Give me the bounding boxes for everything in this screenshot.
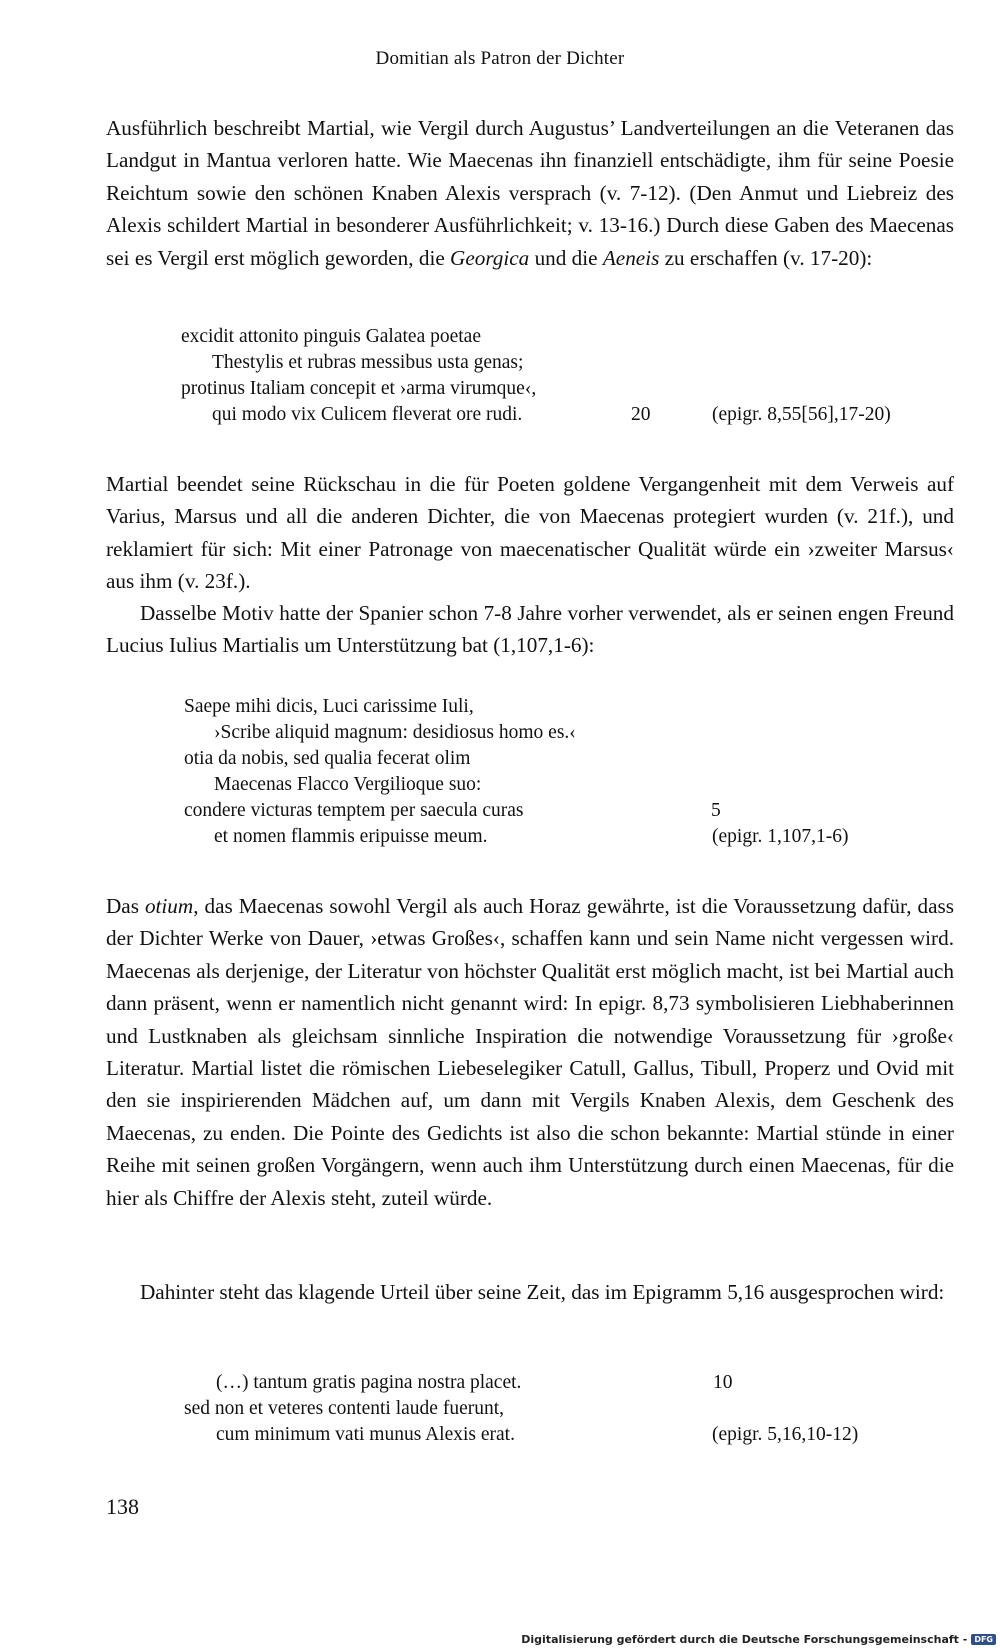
- italic-title: otium: [144, 894, 194, 918]
- verse-line: excidit attonito pinguis Galatea poetae: [181, 326, 481, 347]
- text-run: Das: [106, 894, 145, 918]
- paragraph-3: Dasselbe Motiv hatte der Spanier schon 7-8 Jahre vorher verwendet, als er seinen engen Freund Lucius Iulius Martialis um Unterstützung bat (1,107,1-6):: [106, 601, 954, 658]
- verse-line: Saepe mihi dicis, Luci carissime Iuli,: [184, 696, 474, 717]
- verse-line: Maecenas Flacco Vergilioque suo:: [214, 774, 482, 795]
- verse-line: cum minimum vati munus Alexis erat.: [216, 1424, 515, 1445]
- paragraph-5: Dahinter steht das klagende Urteil über seine Zeit, das im Epigramm 5,16 ausgesprochen wird:: [140, 1280, 945, 1304]
- verse-line: otia da nobis, sed qualia fecerat olim: [184, 748, 471, 769]
- verse-line: Thestylis et rubras messibus usta genas;: [212, 352, 524, 373]
- verse-line: et nomen flammis eripuisse meum.: [214, 826, 488, 847]
- page-number: 138: [106, 1494, 139, 1519]
- verse-line: condere victuras temptem per saecula curas: [184, 800, 524, 821]
- footer-text: Digitalisierung gefördert durch die Deutsche Forschungsgemeinschaft -: [521, 1633, 968, 1646]
- dfg-logo: DFG: [971, 1634, 996, 1645]
- paragraph-4: [106, 890, 954, 1214]
- verse-line: (…) tantum gratis pagina nostra placet.: [216, 1372, 522, 1393]
- verse-number: 5: [711, 800, 721, 821]
- text-run: zu erschaffen (v. 17-20):: [659, 245, 873, 270]
- paragraph-2: Martial beendet seine Rückschau in die für Poeten goldene Vergangenheit mit dem Verweis auf Varius, Marsus und all die anderen Dichter, die von Maecenas protegiert wurden (v. 21f.), und reklamiert für sich: Mit einer Patronage von maecenatischer Qualität würde ein ›zweiter Marsus‹ aus ihm (v. 23f.).: [106, 472, 954, 594]
- italic-title: Georgica: [450, 245, 530, 270]
- text-run: und die: [529, 245, 603, 270]
- text-run: , das Maecenas sowohl Vergil als auch Horaz gewährte, ist die Voraussetzung dafür, dass der Dichter Werke von Dauer, ›etwas Großes‹, schaffen kann und sein Name nicht vergessen wird. Maecenas als derjenige, der Literatur von höchster Qualität erst möglich macht, ist bei Martial auch dann präsent, wenn er namentlich nicht genannt wird: In epigr. 8,73 symbolisieren Liebhaberinnen und Lustknaben als gleichsam sinnliche Inspiration die notwendige Voraussetzung für ›große‹ Literatur. Martial listet die römischen Liebeselegiker Catull, Gallus, Tibull, Properz und Ovid mit den sie inspirierenden Mädchen auf, um dann mit Vergils Knaben Alexis, dem Geschenk des Maecenas, zu enden. Die Pointe des Gedichts ist also die schon bekannte: Martial stünde in einer Reihe mit seinen großen Vorgängern, wenn auch ihm Unterstützung durch einen Maecenas, für die hier als Chiffre der Alexis steht, zuteil würde.: [106, 894, 954, 1210]
- footer-credit: [521, 1633, 996, 1646]
- verse-number: 20: [631, 404, 651, 425]
- verse-number: 10: [713, 1372, 733, 1393]
- verse-line: ›Scribe aliquid magnum: desidiosus homo es.‹: [214, 722, 576, 743]
- verse-line: protinus Italiam concepit et ›arma virumque‹,: [181, 378, 537, 399]
- text-run: Ausführlich beschreibt Martial, wie Vergil durch Augustus’ Landverteilungen an die Veteranen das Landgut in Mantua verloren hatte. Wie Maecenas ihn finanziell entschädigte, ihm für seine Poesie Reichtum sowie den schönen Knaben Alexis versprach (v. 7-12). (Den Anmut und Liebreiz des Alexis schildert Martial in besonderer Ausführlichkeit; v. 13-16.) Durch diese Gaben des Maecenas sei es Vergil erst möglich geworden, die: [106, 116, 954, 270]
- running-header: Domitian als Patron der Dichter: [375, 48, 625, 69]
- verse-reference: (epigr. 5,16,10-12): [712, 1424, 859, 1445]
- italic-title: Aeneis: [602, 245, 660, 270]
- verse-reference: (epigr. 8,55[56],17-20): [712, 404, 891, 425]
- verse-line: sed non et veteres contenti laude fuerunt,: [184, 1398, 505, 1419]
- verse-reference: (epigr. 1,107,1-6): [712, 826, 849, 847]
- paragraph-1: [106, 112, 954, 274]
- verse-line: qui modo vix Culicem fleverat ore rudi.: [212, 404, 523, 425]
